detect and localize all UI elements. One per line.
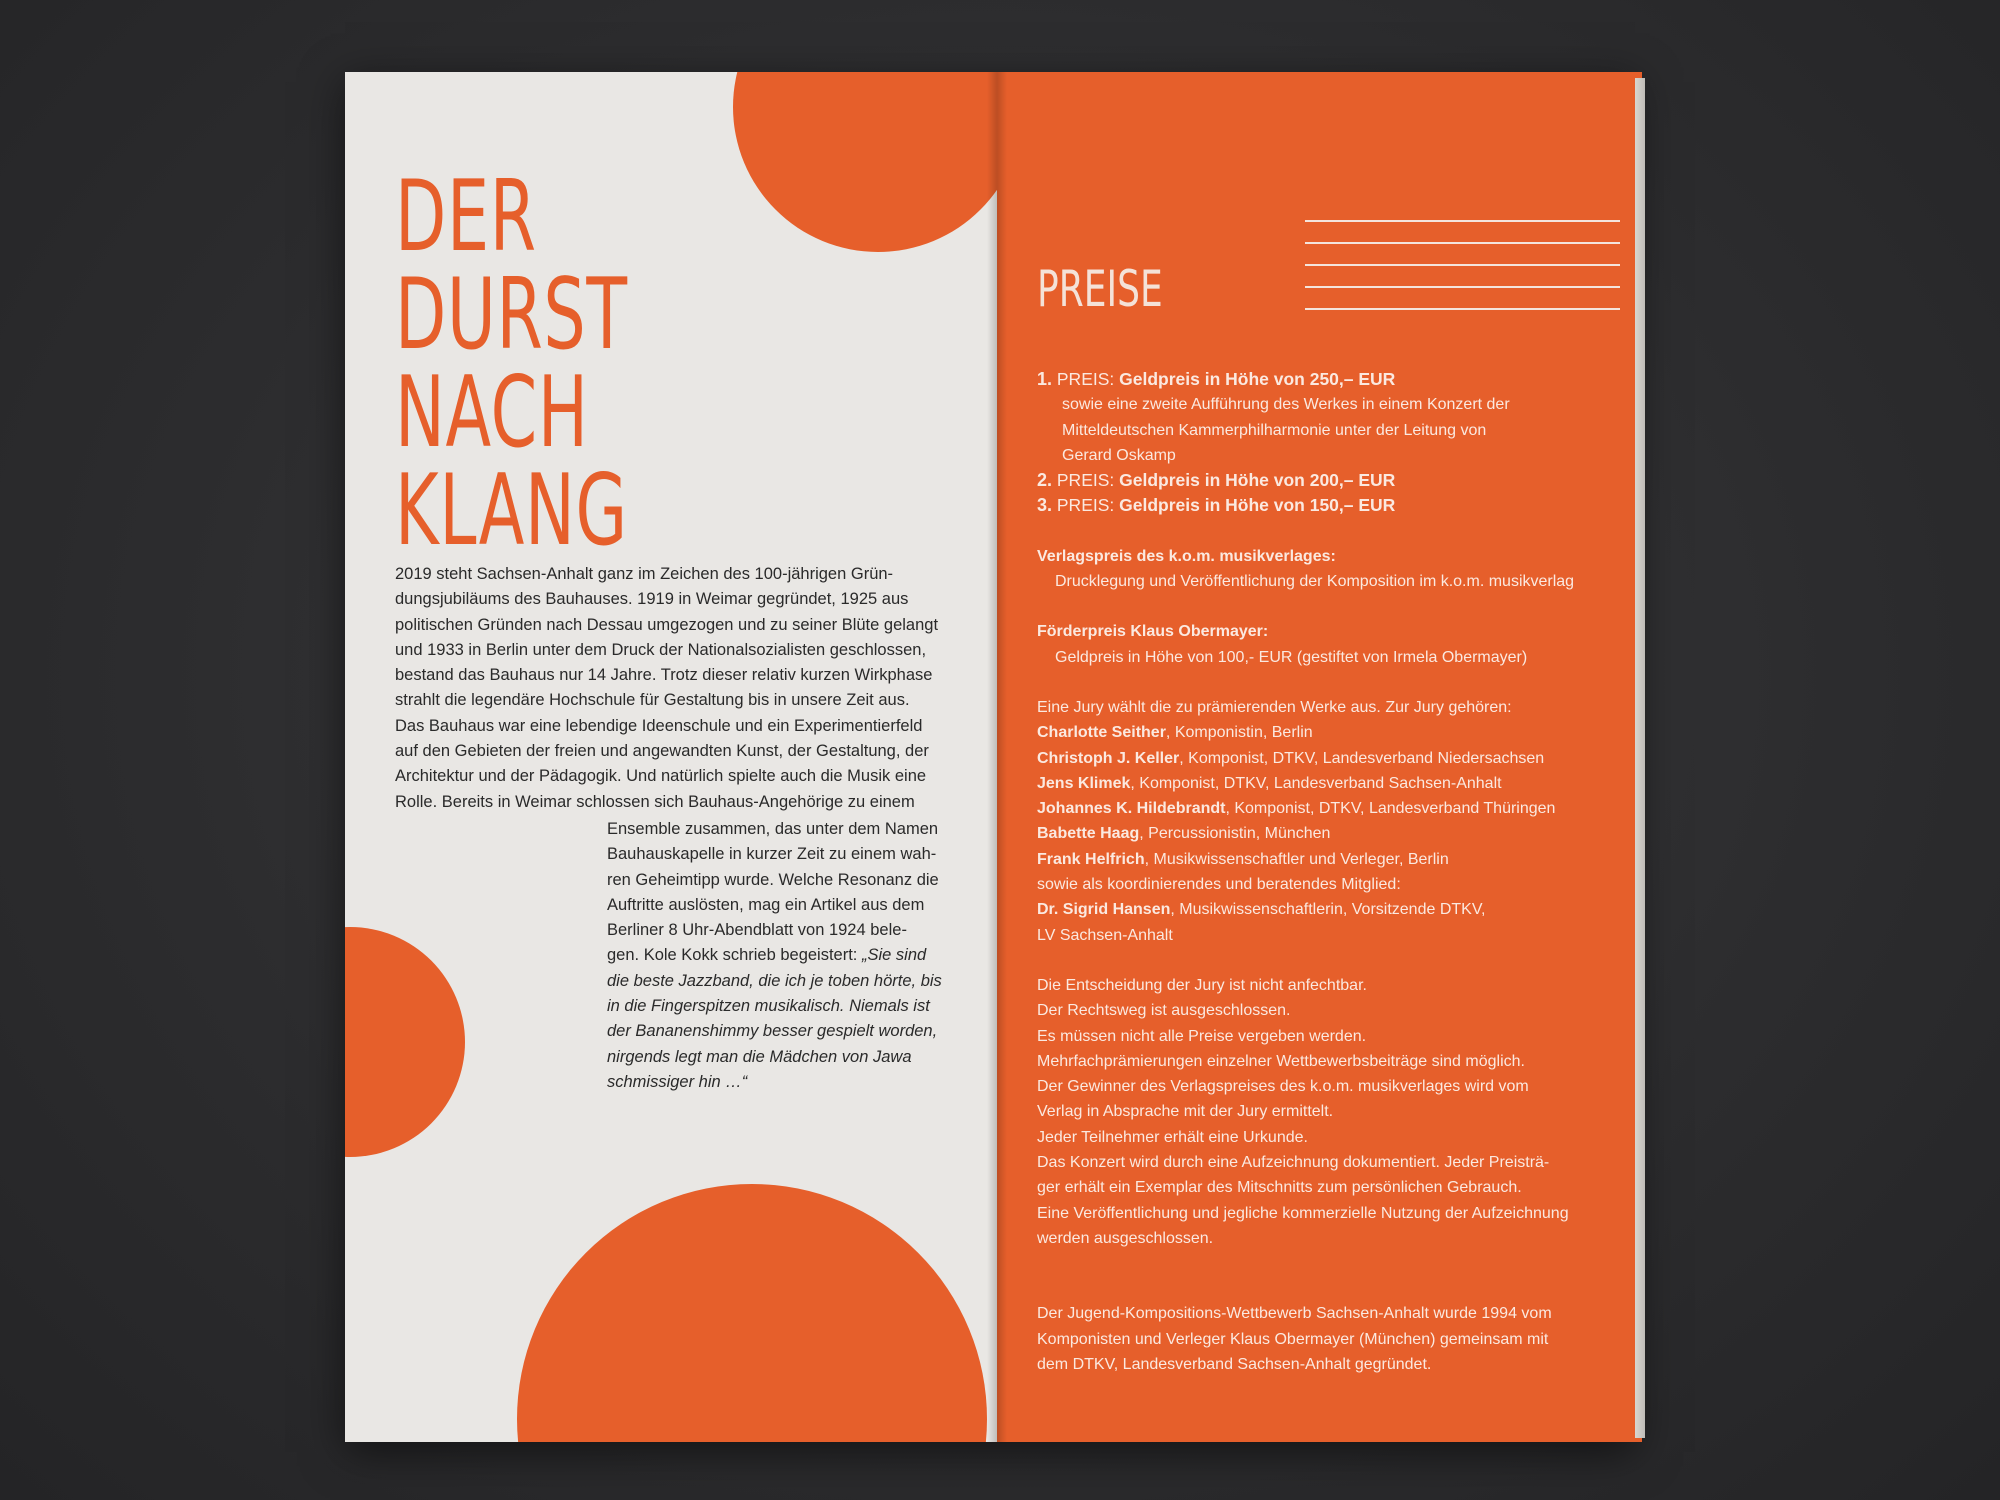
orange-circle-left	[345, 927, 465, 1157]
text-line: auf den Gebieten der freien und angewandten Kunst, der Gestaltung, der	[395, 742, 929, 761]
text-line: strahlt die legendäre Hochschule für Gestaltung bis in unsere Zeit aus.	[395, 691, 910, 710]
prize-1-detail: Gerard Oskamp	[1062, 446, 1176, 464]
orange-circle-top	[733, 72, 997, 252]
title-line: DER	[395, 160, 537, 274]
title-line: KLANG	[395, 454, 628, 568]
quote-line: der Bananenshimmy besser gespielt worden,	[607, 1022, 938, 1041]
prize-1: 1. PREIS: Geldpreis in Höhe von 250,– EUR	[1037, 369, 1396, 389]
text-segment: gen. Kole Kokk schrieb begeistert:	[607, 946, 862, 965]
rule-line: Jeder Teilnehmer erhält eine Urkunde.	[1037, 1128, 1308, 1146]
verlag-text: Drucklegung und Veröffentlichung der Komposition im k.o.m. musikverlag	[1055, 573, 1575, 591]
prizes-column	[1037, 367, 1622, 1377]
foerder-text: Geldpreis in Höhe von 100,- EUR (gestiftet von Irmela Obermayer)	[1055, 648, 1528, 666]
page-title	[395, 160, 628, 568]
text-line: und 1933 in Berlin unter dem Druck der Nationalsozialisten geschlossen,	[395, 640, 927, 659]
text-line: bestand das Bauhaus nur 14 Jahre. Trotz dieser relativ kurzen Wirkphase	[395, 666, 933, 685]
text-line: Das Bauhaus war eine lebendige Ideenschule und ein Experimentierfeld	[395, 716, 923, 735]
quote-line: die beste Jazzband, die ich je toben hörte, bis	[607, 971, 942, 990]
text-line: 2019 steht Sachsen-Anhalt ganz im Zeichen des 100-jährigen Grün-	[395, 565, 894, 583]
rule-line: ger erhält ein Exemplar des Mitschnitts zum persönlichen Gebrauch.	[1037, 1179, 1522, 1197]
foerder-heading: Förderpreis Klaus Obermayer:	[1037, 623, 1269, 641]
text-line: Ensemble zusammen, das unter dem Namen	[607, 820, 939, 838]
fold-shadow	[987, 72, 1007, 1442]
footer-line: Der Jugend-Kompositions-Wettbewerb Sachsen-Anhalt wurde 1994 vom	[1037, 1305, 1552, 1323]
rule-line: Die Entscheidung der Jury ist nicht anfechtbar.	[1037, 976, 1367, 994]
text-line	[607, 943, 955, 968]
page-edge	[1635, 78, 1645, 1438]
text-line: Architektur und der Pädagogik. Und natürlich spielte auch die Musik eine	[395, 767, 927, 786]
quote-start: „Sie sind	[861, 946, 927, 965]
text-line: dungsjubiläums des Bauhauses. 1919 in Weimar gegründet, 1925 aus	[395, 590, 909, 609]
prize-1-detail: sowie eine zweite Aufführung des Werkes in einem Konzert der	[1062, 396, 1510, 414]
title-line: DURST	[395, 258, 628, 372]
verlag-heading: Verlagspreis des k.o.m. musikverlages:	[1037, 547, 1336, 565]
rule-line: Der Gewinner des Verlagspreises des k.o.m. musikverlages wird vom	[1037, 1078, 1529, 1096]
prize-1-detail: Mitteldeutschen Kammerphilharmonie unter der Leitung von	[1062, 421, 1487, 439]
right-panel	[997, 72, 1642, 1442]
narrow-text	[607, 817, 955, 1095]
jury-chair-line2: LV Sachsen-Anhalt	[1037, 926, 1173, 944]
text-line: Rolle. Bereits in Weimar schlossen sich Bauhaus-Angehörige zu einem	[395, 792, 915, 811]
title-line: NACH	[395, 356, 589, 470]
jury-extra: sowie als koordinierendes und beratendes Mitglied:	[1037, 876, 1401, 894]
rule-line: Verlag in Absprache mit der Jury ermittelt.	[1037, 1103, 1334, 1121]
text-line: Berliner 8 Uhr-Abendblatt von 1924 bele-	[607, 921, 907, 940]
brochure	[345, 72, 1635, 1442]
text-line: ren Geheimtipp wurde. Welche Resonanz die	[607, 870, 939, 889]
left-panel	[345, 72, 997, 1442]
rule-line: Es müssen nicht alle Preise vergeben werden.	[1037, 1027, 1367, 1045]
footer-line: Komponisten und Verleger Klaus Obermayer (München) gemeinsam mit	[1037, 1330, 1549, 1348]
jury-member: Frank Helfrich, Musikwissenschaftler und Verleger, Berlin	[1037, 850, 1449, 868]
rule-line: Eine Veröffentlichung und jegliche kommerzielle Nutzung der Aufzeichnung	[1037, 1204, 1569, 1222]
jury-intro: Eine Jury wählt die zu prämierenden Werke aus. Zur Jury gehören:	[1037, 698, 1512, 716]
rule-line: Das Konzert wird durch eine Aufzeichnung dokumentiert. Jeder Preisträ-	[1037, 1154, 1550, 1172]
jury-member: Babette Haag, Percussionistin, München	[1037, 825, 1331, 843]
jury-member: Christoph J. Keller, Komponist, DTKV, Landesverband Niedersachsen	[1037, 749, 1545, 767]
quote-line: in die Fingerspitzen musikalisch. Niemals ist	[607, 997, 930, 1016]
orange-circle-bottom	[517, 1184, 987, 1442]
section-title: PREISE	[1037, 260, 1163, 318]
prize-2: 2. PREIS: Geldpreis in Höhe von 200,– EUR	[1037, 470, 1396, 491]
prize-3: 3. PREIS: Geldpreis in Höhe von 150,– EUR	[1037, 495, 1396, 516]
jury-member: Charlotte Seither, Komponistin, Berlin	[1037, 724, 1313, 742]
text-line: Auftritte auslösten, mag ein Artikel aus dem	[607, 895, 925, 914]
footer-line: dem DTKV, Landesverband Sachsen-Anhalt gegründet.	[1037, 1355, 1432, 1373]
rule-line: Der Rechtsweg ist ausgeschlossen.	[1037, 1002, 1291, 1020]
music-staff-lines	[1305, 220, 1620, 330]
jury-member: Jens Klimek, Komponist, DTKV, Landesverband Sachsen-Anhalt	[1037, 774, 1502, 792]
rule-line: werden ausgeschlossen.	[1037, 1229, 1214, 1247]
jury-member: Johannes K. Hildebrandt, Komponist, DTKV, Landesverband Thüringen	[1037, 800, 1556, 818]
quote-line: nirgends legt man die Mädchen von Jawa	[607, 1047, 912, 1066]
text-line: Bauhauskapelle in kurzer Zeit zu einem wah-	[607, 845, 937, 864]
intro-text	[395, 562, 955, 815]
text-line: politischen Gründen nach Dessau umgezogen und zu seiner Blüte gelangt	[395, 615, 939, 634]
rule-line: Mehrfachprämierungen einzelner Wettbewerbsbeiträge sind möglich.	[1037, 1052, 1525, 1070]
jury-chair: Dr. Sigrid Hansen, Musikwissenschaftlerin, Vorsitzende DTKV,	[1037, 901, 1486, 919]
quote-line: schmissiger hin …“	[607, 1072, 748, 1091]
